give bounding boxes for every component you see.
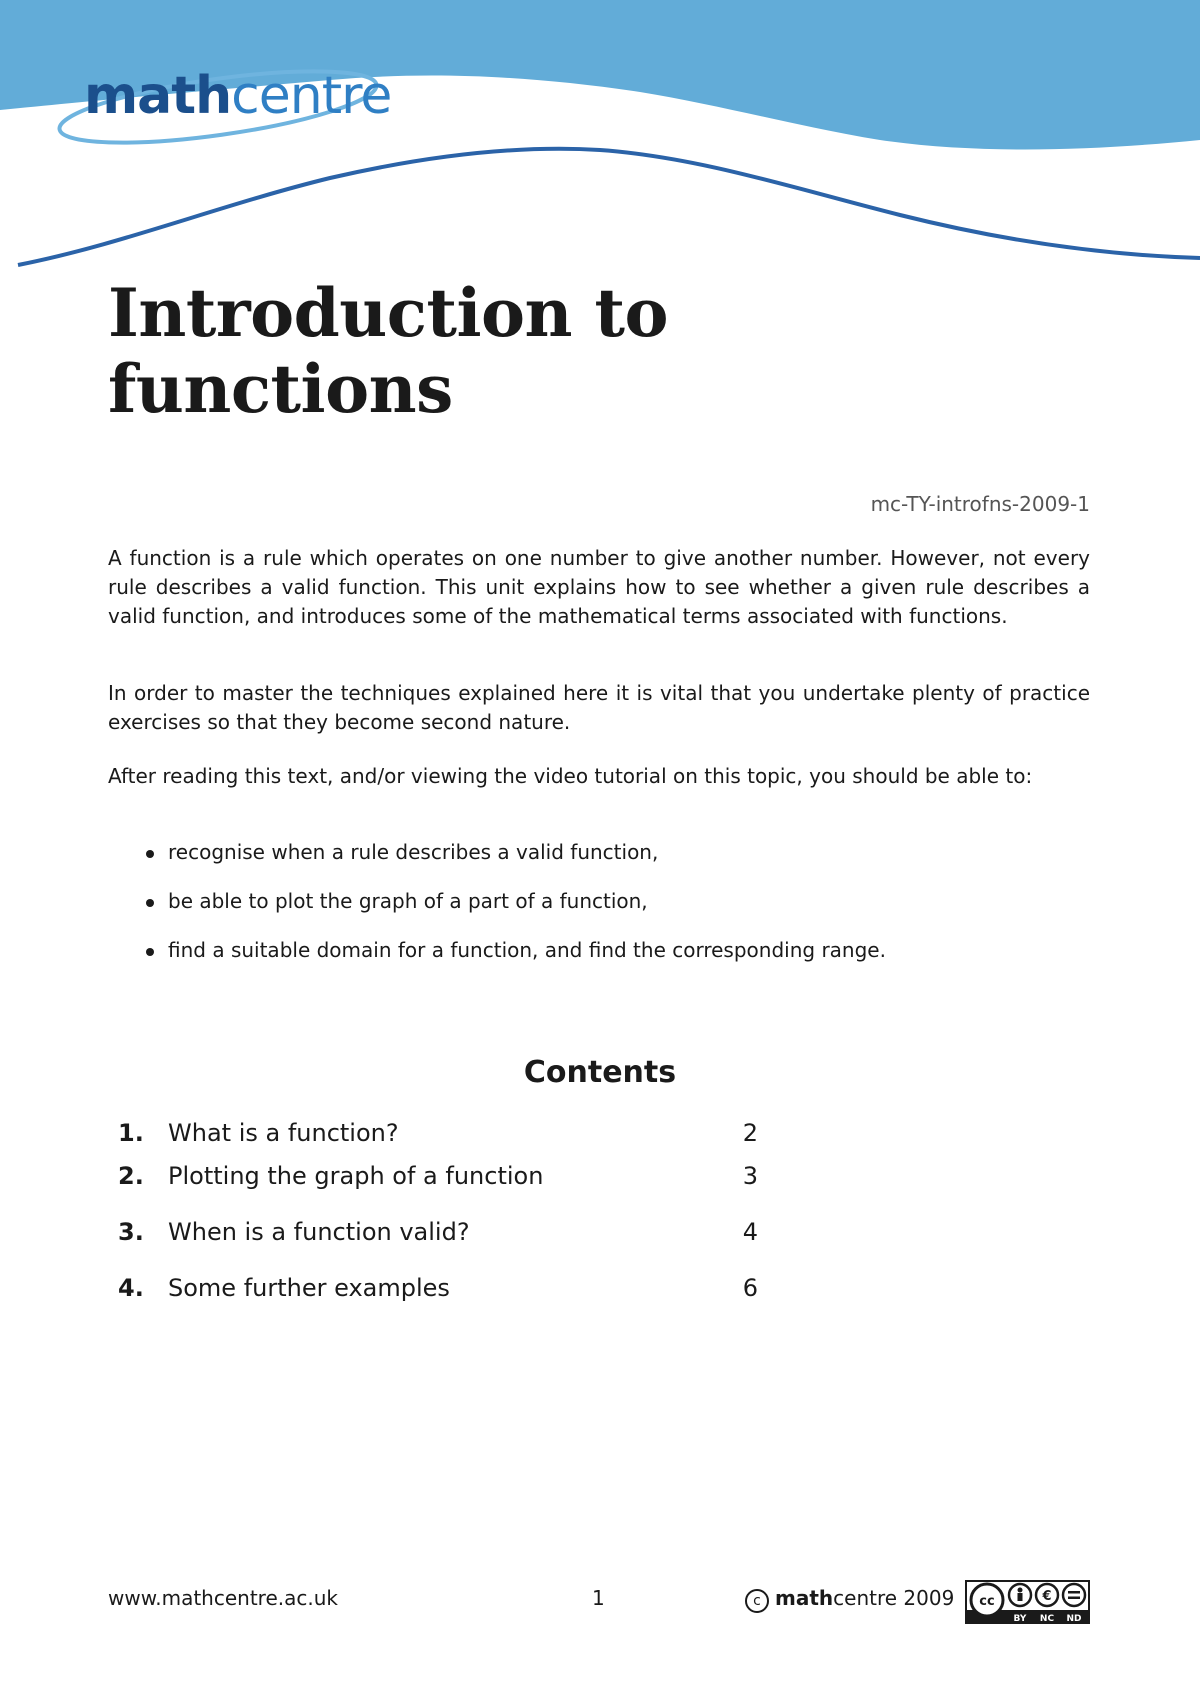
objective-item [140, 936, 886, 985]
toc-title[interactable]: When is a function valid? [168, 1218, 470, 1246]
objective-item [140, 838, 886, 887]
practice-paragraph: In order to master the techniques explained here it is vital that you undertake plenty of practice exercises so that they become second nature. [108, 681, 1090, 734]
license-label-nd: ND [1066, 1614, 1082, 1624]
toc-number: 1. [118, 1119, 144, 1147]
copyright-icon: c [745, 1589, 769, 1613]
objectives-list [140, 838, 886, 985]
toc-page: 3 [742, 1162, 758, 1190]
logo-math-text: math [84, 66, 232, 126]
objectives-intro: After reading this text, and/or viewing the video tutorial on this topic, you should be able to: [108, 764, 1033, 788]
bullet-icon [146, 948, 154, 956]
title-line-2: functions [108, 350, 453, 428]
toc-entry[interactable] [118, 1214, 758, 1250]
toc-page: 6 [742, 1274, 758, 1302]
bullet-icon [146, 899, 154, 907]
objective-text: recognise when a rule describes a valid function, [168, 840, 659, 864]
toc-page: 4 [742, 1218, 758, 1246]
objective-item [140, 887, 886, 936]
toc-title[interactable]: Some further examples [168, 1274, 450, 1302]
creative-commons-license-icon[interactable] [965, 1580, 1090, 1624]
svg-text:€: € [1042, 1589, 1052, 1604]
toc-title[interactable]: Plotting the graph of a function [168, 1162, 544, 1190]
header-swoosh-line [18, 149, 1200, 265]
footer-brand-math: math [775, 1586, 834, 1610]
license-label-by: BY [1013, 1614, 1027, 1624]
toc-entry[interactable] [118, 1115, 758, 1151]
page-footer [0, 1580, 1200, 1624]
toc-number: 4. [118, 1274, 144, 1302]
toc-page: 2 [742, 1119, 758, 1147]
document-code: mc-TY-introfns-2009-1 [870, 492, 1090, 516]
footer-page-number: 1 [592, 1586, 605, 1610]
svg-text:cc: cc [979, 1594, 995, 1609]
footer-copyright [745, 1586, 954, 1613]
footer-url-link[interactable]: www.mathcentre.ac.uk [108, 1586, 338, 1610]
title-line-1: Introduction to [108, 274, 669, 352]
toc-number: 3. [118, 1218, 144, 1246]
document-title [108, 275, 668, 427]
intro-paragraph: A function is a rule which operates on one number to give another number. However, not every rule describes a valid function. This unit explains how to see whether a given rule describes a valid function, and introduces some of the mathematical terms associated with functions. [108, 546, 1090, 628]
objective-text: be able to plot the graph of a part of a function, [168, 889, 648, 913]
objective-text: find a suitable domain for a function, and find the corresponding range. [168, 938, 886, 962]
footer-brand-rest: centre 2009 [833, 1586, 955, 1610]
toc-title[interactable]: What is a function? [168, 1119, 399, 1147]
mathcentre-logo [48, 52, 408, 152]
license-label-nc: NC [1039, 1614, 1055, 1624]
bullet-icon [146, 850, 154, 858]
logo-wordmark [84, 66, 391, 126]
toc-number: 2. [118, 1162, 144, 1190]
toc-entry[interactable] [118, 1270, 758, 1306]
contents-heading: Contents [523, 1055, 677, 1090]
toc-entry[interactable] [118, 1158, 758, 1194]
logo-centre-text: centre [231, 66, 392, 126]
nd-icon [1063, 1584, 1085, 1606]
